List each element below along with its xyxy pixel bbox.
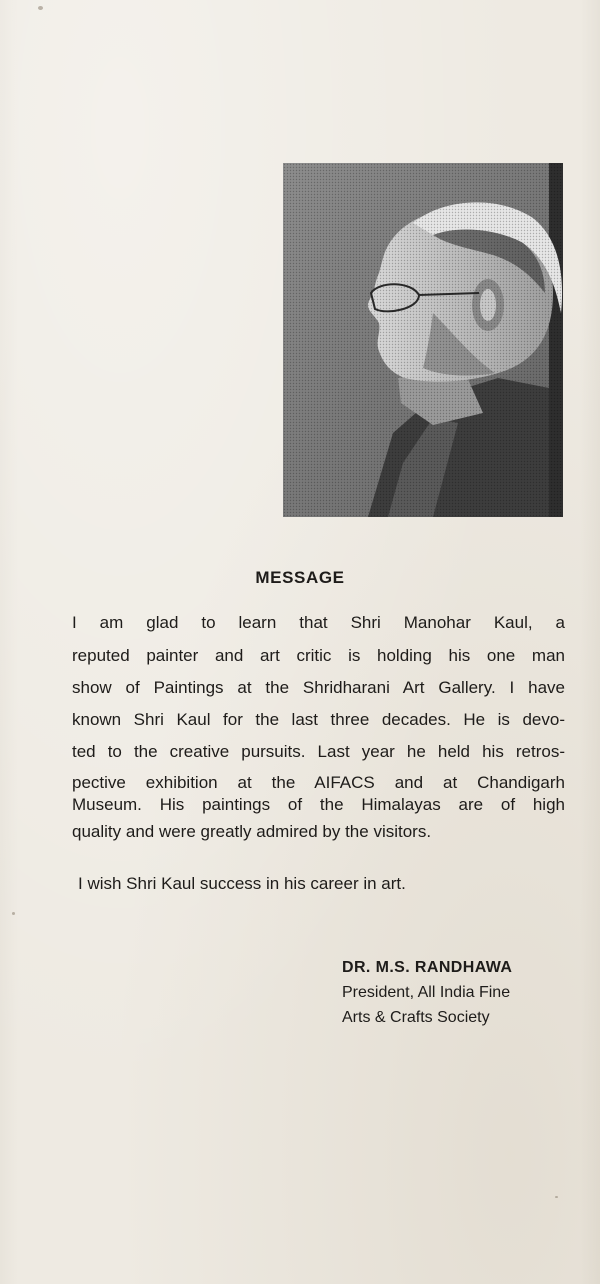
paper-speck <box>12 912 15 915</box>
message-line: Museum. His paintings of the Himalayas are of high <box>72 795 565 814</box>
message-line: pective exhibition at the AIFACS and at Chandigarh <box>72 773 565 792</box>
portrait-photo <box>283 163 563 517</box>
signature-organization: Arts & Crafts Society <box>342 1009 490 1026</box>
signature-title: President, All India Fine <box>342 984 511 1001</box>
message-line: quality and were greatly admired by the visitors. <box>72 822 432 841</box>
message-line: I am glad to learn that Shri Manohar Kaul, a <box>72 613 565 632</box>
message-line: show of Paintings at the Shridharani Art Gallery. I have <box>72 678 565 697</box>
message-heading: MESSAGE <box>255 568 345 587</box>
message-line: known Shri Kaul for the last three decades. He is devo- <box>72 710 565 729</box>
closing-line: I wish Shri Kaul success in his career in art. <box>78 874 406 893</box>
paper-speck <box>555 1196 558 1198</box>
message-line: reputed painter and art critic is holding his one man <box>72 646 565 665</box>
message-line: ted to the creative pursuits. Last year he held his retros- <box>72 742 565 761</box>
paper-speck <box>38 6 43 10</box>
signature-name: DR. M.S. RANDHAWA <box>342 959 513 976</box>
